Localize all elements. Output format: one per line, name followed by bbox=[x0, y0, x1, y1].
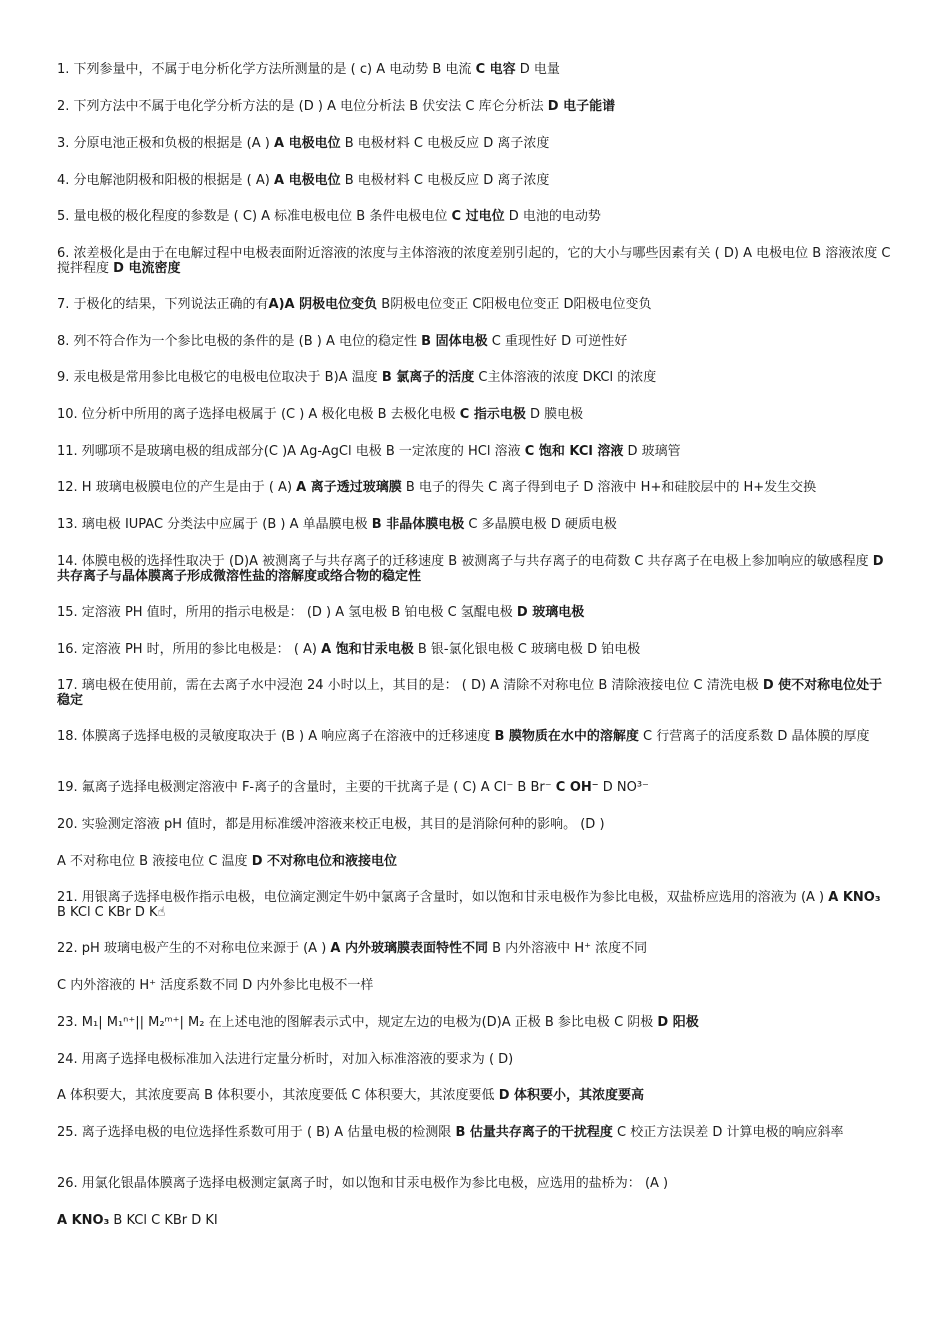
question-text: 26. 用氯化银晶体膜离子选择电极测定氯离子时，如以饱和甘汞电极作为参比电极，应选用的盐桥为： (A ) bbox=[57, 1176, 669, 1191]
question-11 bbox=[57, 444, 893, 459]
question-text: B阴极电位变正 C阳极电位变正 D阳极电位变负 bbox=[377, 297, 652, 312]
question-text: B KCl C KBr D KI bbox=[109, 1213, 218, 1228]
answer-text: B 膜物质在水中的溶解度 bbox=[494, 729, 639, 744]
answer-text: C 过电位 bbox=[451, 209, 505, 224]
question-9 bbox=[57, 370, 893, 385]
question-7 bbox=[57, 297, 893, 312]
question-20 bbox=[57, 817, 893, 832]
question-22 bbox=[57, 941, 893, 956]
question-15 bbox=[57, 605, 893, 620]
answer-text: B 非晶体膜电极 bbox=[371, 517, 465, 532]
question-26-options bbox=[57, 1213, 893, 1228]
answer-text: A KNO₃ bbox=[828, 890, 881, 905]
question-text: 17. 璃电极在使用前，需在去离子水中浸泡 24 小时以上，其目的是： ( D) A 清除不对称电位 B 清除液接电位 C 清洗电极 bbox=[57, 678, 763, 693]
answer-text: C OH⁻ bbox=[555, 780, 599, 795]
question-20-options bbox=[57, 854, 893, 869]
question-19 bbox=[57, 780, 893, 795]
question-text: C主体溶液的浓度 DKCl 的浓度 bbox=[474, 370, 657, 385]
answer-text: D 玻璃电极 bbox=[516, 605, 585, 620]
answer-text: D 阳极 bbox=[657, 1015, 699, 1030]
question-text: C 行营离子的活度系数 D 晶体膜的厚度 bbox=[638, 729, 870, 744]
question-text: C 内外溶液的 H⁺ 活度系数不同 D 内外参比电极不一样 bbox=[57, 978, 374, 993]
question-text: 13. 璃电极 IUPAC 分类法中应属于 (B ) A 单晶膜电极 bbox=[57, 517, 372, 532]
question-10 bbox=[57, 407, 893, 422]
question-8 bbox=[57, 334, 893, 349]
question-text: 20. 实验测定溶液 pH 值时，都是用标准缓冲溶液来校正电极，其目的是消除何种的影响。 (D ) bbox=[57, 817, 605, 832]
question-5 bbox=[57, 209, 893, 224]
question-text: D 电池的电动势 bbox=[504, 209, 601, 224]
question-26 bbox=[57, 1176, 893, 1191]
question-text: 21. 用银离子选择电极作指示电极，电位滴定测定牛奶中氯离子含量时，如以饱和甘汞电极作为参比电极，双盐桥应选用的溶液为 (A ) bbox=[57, 890, 829, 905]
question-text: 15. 定溶液 PH 值时，所用的指示电极是： (D ) A 氢电极 B 铂电极 C 氢醌电极 bbox=[57, 605, 517, 620]
question-text: 23. M₁| M₁ⁿ⁺|| M₂ᵐ⁺| M₂ 在上述电池的图解表示式中，规定左边的电极为(D)A 正极 B 参比电极 C 阴极 bbox=[57, 1015, 658, 1030]
question-13 bbox=[57, 517, 893, 532]
question-23 bbox=[57, 1015, 893, 1030]
question-18 bbox=[57, 729, 893, 744]
question-text: 25. 离子选择电极的电位选择性系数可用于 ( B) A 估量电极的检测限 bbox=[57, 1125, 456, 1140]
question-6 bbox=[57, 246, 893, 276]
question-text: 12. H 玻璃电极膜电位的产生是由于 ( A) bbox=[57, 480, 297, 495]
question-17 bbox=[57, 678, 893, 708]
question-text: B 内外溶液中 H⁺ 浓度不同 bbox=[488, 941, 648, 956]
question-text: C 多晶膜电极 D 硬质电极 bbox=[464, 517, 617, 532]
question-text: 18. 体膜离子选择电极的灵敏度取决于 (B ) A 响应离子在溶液中的迁移速度 bbox=[57, 729, 495, 744]
answer-text: D 电流密度 bbox=[113, 261, 181, 276]
question-text: B KCl C KBr D K☝ bbox=[57, 905, 166, 920]
question-text: C 重现性好 D 可逆性好 bbox=[487, 334, 628, 349]
question-24 bbox=[57, 1052, 893, 1067]
answer-text: A 饱和甘汞电极 bbox=[321, 642, 414, 657]
question-24-options bbox=[57, 1088, 893, 1103]
question-4 bbox=[57, 173, 893, 188]
question-text: B 电极材料 C 电极反应 D 离子浓度 bbox=[340, 136, 550, 151]
question-text: 19. 氟离子选择电极测定溶液中 F-离子的含量时，主要的干扰离子是 ( C) A Cl⁻ B Br⁻ bbox=[57, 780, 556, 795]
question-text: D 玻璃管 bbox=[623, 444, 681, 459]
question-text: 2. 下列方法中不属于电化学分析方法的是 (D ) A 电位分析法 B 伏安法 C 库仑分析法 bbox=[57, 99, 548, 114]
question-text: 6. 浓差极化是由于在电解过程中电极表面附近溶液的浓度与主体溶液的浓度差别引起的，它的大小与哪些因素有关 ( D) A 电极电位 B 溶液浓度 C 搅拌程度 bbox=[57, 246, 891, 276]
question-1 bbox=[57, 62, 893, 77]
question-text: 4. 分电解池阴极和阳极的根据是 ( A) bbox=[57, 173, 274, 188]
question-text: 24. 用离子选择电极标准加入法进行定量分析时，对加入标准溶液的要求为 ( D) bbox=[57, 1052, 514, 1067]
question-14 bbox=[57, 554, 893, 584]
question-22-options bbox=[57, 978, 893, 993]
question-text: 5. 量电极的极化程度的参数是 ( C) A 标准电极电位 B 条件电极电位 bbox=[57, 209, 452, 224]
answer-text: C 电容 bbox=[475, 62, 516, 77]
question-text: 9. 汞电极是常用参比电极它的电极电位取决于 B)A 温度 bbox=[57, 370, 382, 385]
question-text: 14. 体膜电极的选择性取决于 (D)A 被测离子与共存离子的迁移速度 B 被测离子与共存离子的电荷数 C 共存离子在电极上参加响应的敏感程度 bbox=[57, 554, 873, 569]
question-text: 10. 位分析中所用的离子选择电极属于 (C ) A 极化电极 B 去极化电极 bbox=[57, 407, 460, 422]
question-12 bbox=[57, 480, 893, 495]
question-text: D 电量 bbox=[515, 62, 560, 77]
answer-text: B 估量共存离子的干扰程度 bbox=[455, 1125, 613, 1140]
question-text: B 电子的得失 C 离子得到电子 D 溶液中 H+和硅胶层中的 H+发生交换 bbox=[401, 480, 817, 495]
question-text: 1. 下列参量中，不属于电分析化学方法所测量的是 ( c) A 电动势 B 电流 bbox=[57, 62, 476, 77]
question-text: D 膜电极 bbox=[525, 407, 584, 422]
question-2 bbox=[57, 99, 893, 114]
answer-text: D 电子能谱 bbox=[547, 99, 616, 114]
answer-text: D 体积要小，其浓度要高 bbox=[498, 1088, 645, 1103]
answer-text: B 固体电极 bbox=[421, 334, 488, 349]
question-text: 22. pH 玻璃电极产生的不对称电位来源于 (A ) bbox=[57, 941, 331, 956]
question-text: B 电极材料 C 电极反应 D 离子浓度 bbox=[340, 173, 550, 188]
question-text: 3. 分原电池正极和负极的根据是 (A ) bbox=[57, 136, 274, 151]
answer-text: D 不对称电位和液接电位 bbox=[251, 854, 398, 869]
question-text: A 体积要大，其浓度要高 B 体积要小，其浓度要低 C 体积要大，其浓度要低 bbox=[57, 1088, 499, 1103]
question-text: 11. 列哪项不是玻璃电极的组成部分(C )A Ag-AgCl 电极 B 一定浓度的 HCl 溶液 bbox=[57, 444, 525, 459]
answer-text: C 指示电极 bbox=[459, 407, 526, 422]
question-text: B 银-氯化银电极 C 玻璃电极 D 铂电极 bbox=[413, 642, 641, 657]
question-text: 8. 列不符合作为一个参比电极的条件的是 (B ) A 电位的稳定性 bbox=[57, 334, 422, 349]
question-text: 16. 定溶液 PH 时，所用的参比电极是： ( A) bbox=[57, 642, 322, 657]
question-text: 7. 于极化的结果，下列说法正确的有 bbox=[57, 297, 269, 312]
answer-text: D 使不对称电位处于稳定 bbox=[57, 678, 883, 708]
question-text: D NO³⁻ bbox=[598, 780, 649, 795]
answer-text: A)A 阴极电位变负 bbox=[268, 297, 378, 312]
question-3 bbox=[57, 136, 893, 151]
question-16 bbox=[57, 642, 893, 657]
answer-text: B 氯离子的活度 bbox=[381, 370, 475, 385]
question-text: A 不对称电位 B 液接电位 C 温度 bbox=[57, 854, 252, 869]
question-25 bbox=[57, 1125, 893, 1140]
answer-text: A 内外玻璃膜表面特性不同 bbox=[330, 941, 488, 956]
question-text: C 校正方法误差 D 计算电极的响应斜率 bbox=[612, 1125, 844, 1140]
answer-text: C 饱和 KCl 溶液 bbox=[524, 444, 624, 459]
answer-text: A 电极电位 bbox=[273, 136, 341, 151]
answer-text: A 电极电位 bbox=[273, 173, 341, 188]
question-21 bbox=[57, 890, 893, 920]
answer-text: A KNO₃ bbox=[57, 1213, 110, 1228]
answer-text: D 共存离子与晶体膜离子形成微溶性盐的溶解度或络合物的稳定性 bbox=[57, 554, 884, 584]
answer-text: A 离子透过玻璃膜 bbox=[296, 480, 402, 495]
